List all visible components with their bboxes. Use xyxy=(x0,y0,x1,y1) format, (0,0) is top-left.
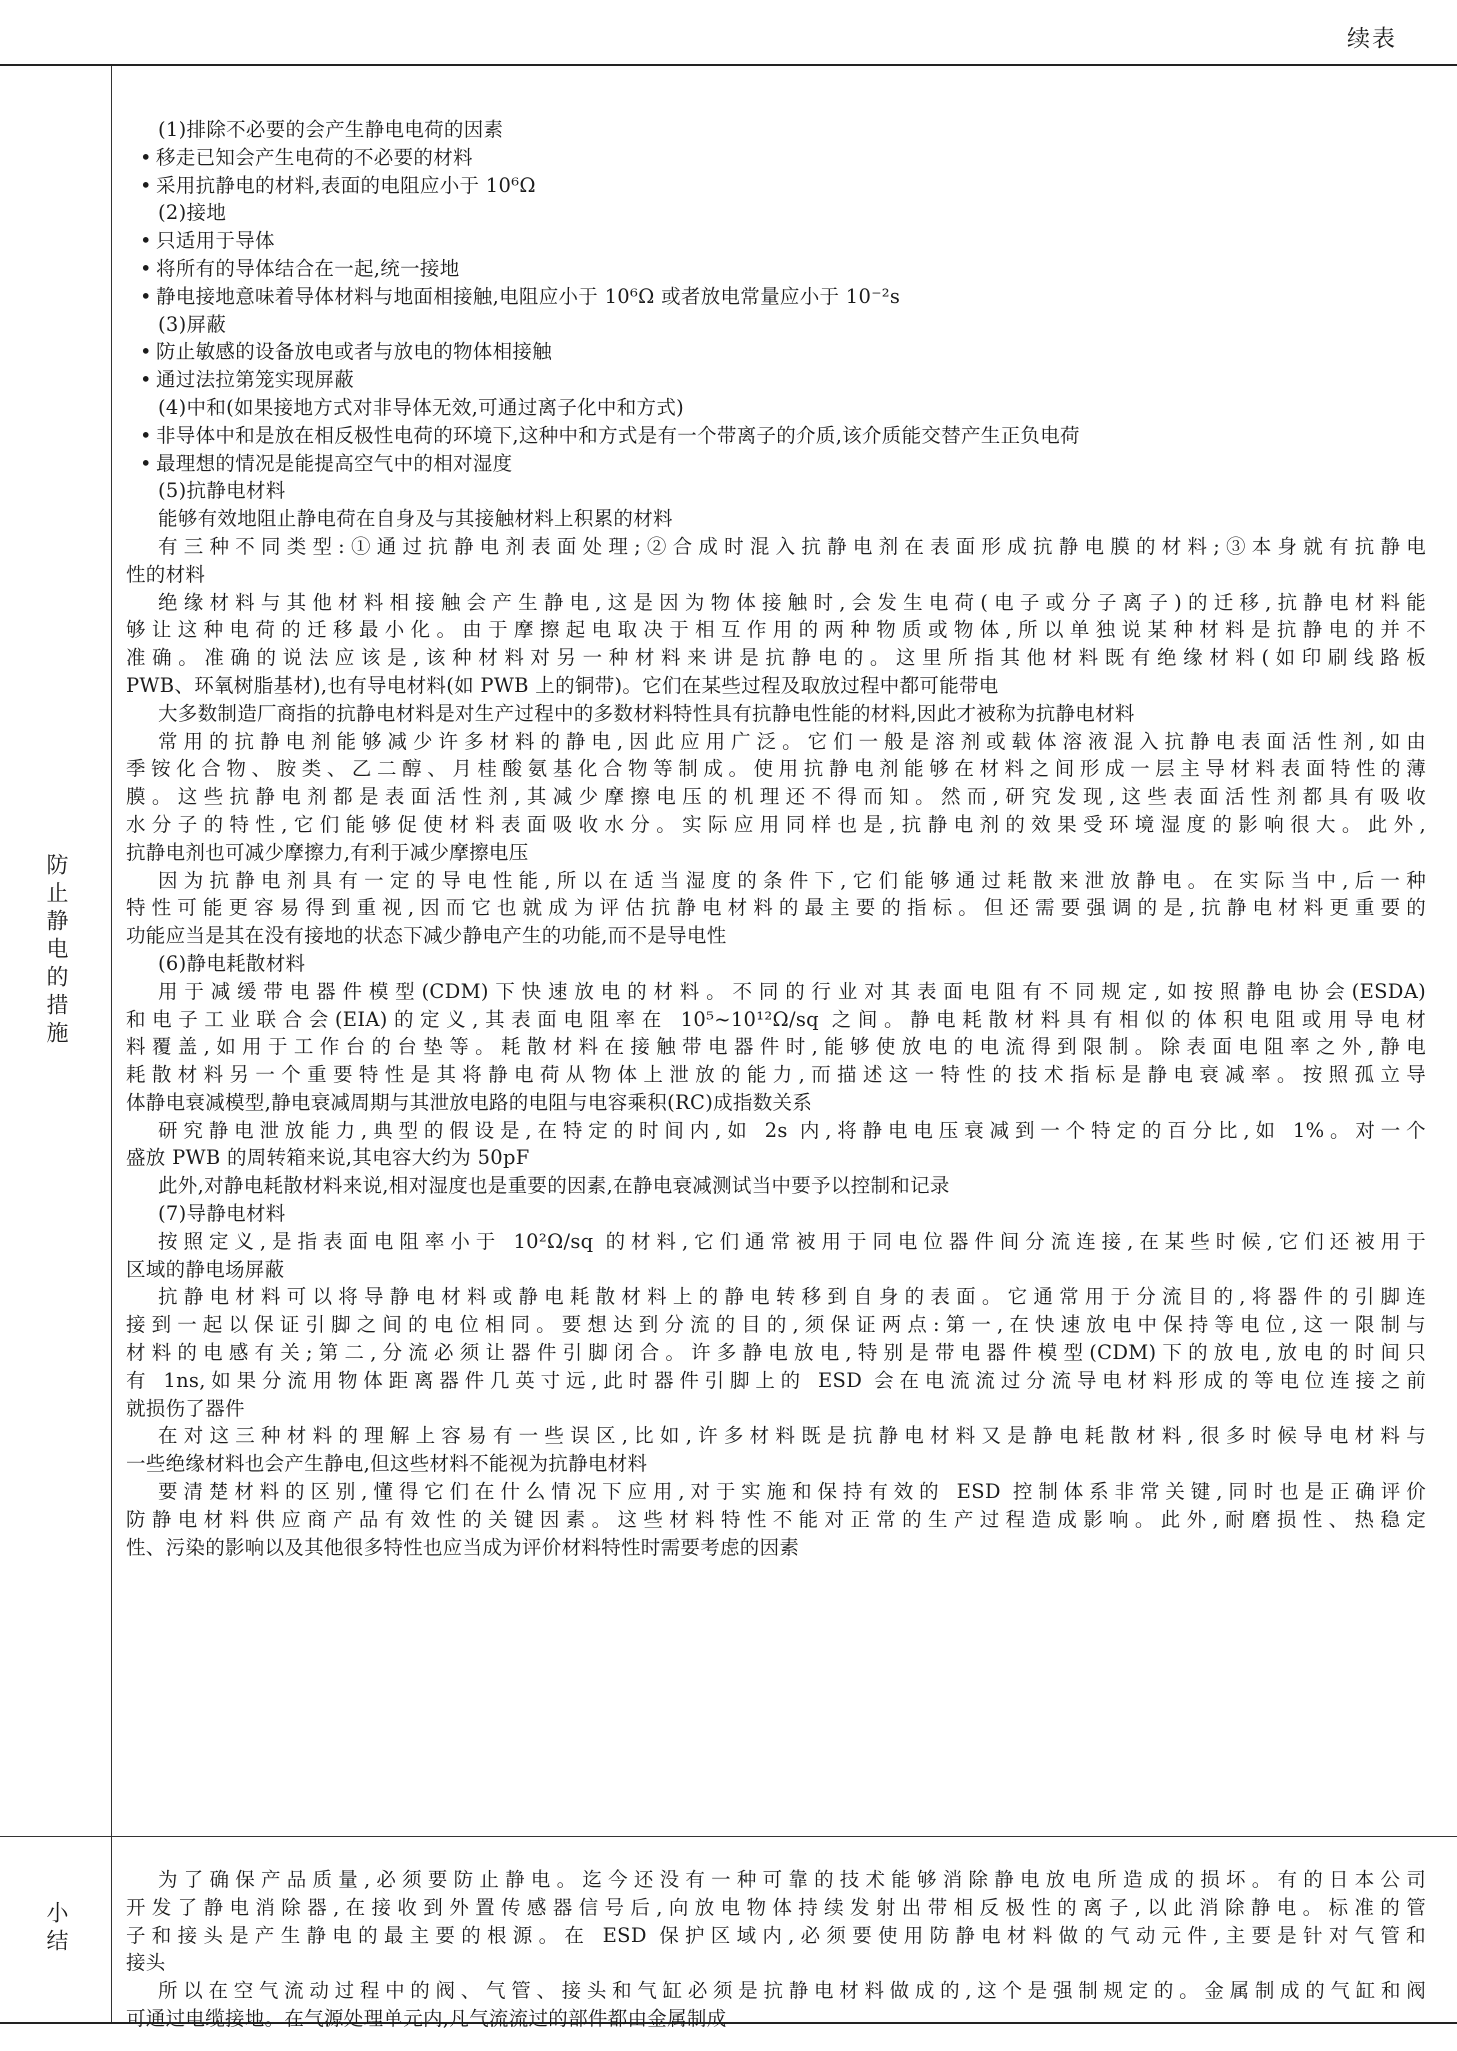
text-line: 功能应当是其在没有接地的状态下减少静电产生的功能,而不是导电性 xyxy=(126,924,727,948)
text-line: 准确。准确的说法应该是,该种材料对另一种材料来讲是抗静电的。这里所指其他材料既有绝缘材料(如印刷线路板 xyxy=(126,646,1426,670)
text-line: 有 1ns,如果分流用物体距离器件几英寸远,此时器件引脚上的 ESD 会在电流流过分流导电材料形成的等电位连接之前 xyxy=(126,1368,1426,1392)
text-line: 按照定义,是指表面电阻率小于 10²Ω/sq 的材料,它们通常被用于同电位器件间分流连接,在某些时候,它们还被用于 xyxy=(158,1229,1426,1253)
text-line: 可通过电缆接地。在气源处理单元内,凡气流流过的部件都由金属制成 xyxy=(126,2006,727,2030)
text-line: PWB、环氧树脂基材),也有导电材料(如 PWB 上的铜带)。它们在某些过程及取放过程中都可能带电 xyxy=(126,673,999,697)
row-label-measures: 防止静电的措施 xyxy=(43,853,68,1049)
text-line: (7)导静电材料 xyxy=(158,1202,286,1226)
text-line: (5)抗静电材料 xyxy=(158,479,286,503)
text-line: 够让这种电荷的迁移最小化。由于摩擦起电取决于相互作用的两种物质或物体,所以单独说某种材料是抗静电的并不 xyxy=(126,618,1426,642)
text-line: (4)中和(如果接地方式对非导体无效,可通过离子化中和方式) xyxy=(158,395,685,419)
bullet-item: • 最理想的情况是能提高空气中的相对湿度 xyxy=(126,450,1426,478)
text-line: 接头 xyxy=(126,1951,166,1975)
text-line: 就损伤了器件 xyxy=(126,1396,245,1420)
text-line: 抗静电剂也可减少摩擦力,有利于减少摩擦电压 xyxy=(126,840,529,864)
text-line: 抗静电材料可以将导静电材料或静电耗散材料上的静电转移到自身的表面。它通常用于分流目的,将器件的引脚连 xyxy=(158,1285,1426,1309)
text-line: 此外,对静电耗散材料来说,相对湿度也是重要的因素,在静电衰减测试当中要予以控制和记录 xyxy=(158,1174,950,1198)
column-divider xyxy=(111,66,112,2022)
text-line: 防静电材料供应商产品有效性的关键因素。这些材料特性不能对正常的生产过程造成影响。此外,耐磨损性、热稳定 xyxy=(126,1507,1426,1531)
bullet-item: • 通过法拉第笼实现屏蔽 xyxy=(126,366,1426,394)
summary-cell xyxy=(126,1866,1426,2033)
text-line: 特性可能更容易得到重视,因而它也就成为评估抗静电材料的最主要的指标。但还需要强调的是,抗静电材料更重要的 xyxy=(126,896,1426,920)
content-table xyxy=(0,64,1457,2030)
text-line: 材料的电感有关;第二,分流必须让器件引脚闭合。许多静电放电,特别是带电器件模型(CDM)下的放电,放电的时间只 xyxy=(126,1341,1426,1365)
text-line: 在对这三种材料的理解上容易有一些误区,比如,许多材料既是抗静电材料又是静电耗散材料,很多时候导电材料与 xyxy=(158,1424,1426,1448)
row-divider xyxy=(0,1836,1457,1837)
row-label-summary: 小结 xyxy=(43,1901,68,1957)
text-line: (1)排除不必要的会产生静电电荷的因素 xyxy=(158,118,504,141)
text-line: 一些绝缘材料也会产生静电,但这些材料不能视为抗静电材料 xyxy=(126,1452,648,1476)
text-line: (3)屏蔽 xyxy=(158,312,227,336)
text-line: 水分子的特性,它们能够促使材料表面吸收水分。实际应用同样也是,抗静电剂的效果受环境湿度的影响很大。此外, xyxy=(126,812,1426,836)
text-line: 体静电衰减模型,静电衰减周期与其泄放电路的电阻与电容乘积(RC)成指数关系 xyxy=(126,1090,813,1114)
text-line: 和电子工业联合会(EIA)的定义,其表面电阻率在 10⁵~10¹²Ω/sq 之间。静电耗散材料具有相似的体积电阻或用导电材 xyxy=(126,1007,1426,1031)
bullet-item: • 采用抗静电的材料,表面的电阻应小于 10⁶Ω xyxy=(126,172,1426,200)
bullet-item: • 静电接地意味着导体材料与地面相接触,电阻应小于 10⁶Ω 或者放电常量应小于 10⁻²s xyxy=(126,283,1426,311)
text-line: 开发了静电消除器,在接收到外置传感器信号后,向放电物体持续发射出带相反极性的离子,以此消除静电。标准的管 xyxy=(126,1895,1426,1919)
text-line: 料覆盖,如用于工作台的台垫等。耗散材料在接触带电器件时,能够使放电的电流得到限制。除表面电阻率之外,静电 xyxy=(126,1035,1426,1059)
continued-label: 续表 xyxy=(1347,26,1397,52)
bullet-item: • 非导体中和是放在相反极性电荷的环境下,这种中和方式是有一个带离子的介质,该介质能交替产生正负电荷 xyxy=(126,422,1426,450)
text-line: 性的材料 xyxy=(126,562,206,586)
bullet-item: • 防止敏感的设备放电或者与放电的物体相接触 xyxy=(126,338,1426,366)
text-line: 耗散材料另一个重要特性是其将静电荷从物体上泄放的能力,而描述这一特性的技术指标是静电衰减率。按照孤立导 xyxy=(126,1063,1426,1087)
text-line: 有三种不同类型:①通过抗静电剂表面处理;②合成时混入抗静电剂在表面形成抗静电膜的材料;③本身就有抗静电 xyxy=(158,534,1426,558)
text-line: (2)接地 xyxy=(158,201,227,225)
text-line: 研究静电泄放能力,典型的假设是,在特定的时间内,如 2s 内,将静电电压衰减到一个特定的百分比,如 1%。对一个 xyxy=(158,1118,1426,1142)
measures-cell xyxy=(126,116,1426,1561)
text-line: 盛放 PWB 的周转箱来说,其电容大约为 50pF xyxy=(126,1146,530,1170)
text-line: (6)静电耗散材料 xyxy=(158,951,306,975)
text-line: 季铵化合物、胺类、乙二醇、月桂酸氨基化合物等制成。使用抗静电剂能够在材料之间形成一层主导材料表面特性的薄 xyxy=(126,757,1426,781)
text-line: 绝缘材料与其他材料相接触会产生静电,这是因为物体接触时,会发生电荷(电子或分子离子)的迁移,抗静电材料能 xyxy=(158,590,1426,614)
text-line: 子和接头是产生静电的最主要的根源。在 ESD 保护区域内,必须要使用防静电材料做的气动元件,主要是针对气管和 xyxy=(126,1923,1426,1947)
text-line: 因为抗静电剂具有一定的导电性能,所以在适当湿度的条件下,它们能够通过耗散来泄放静电。在实际当中,后一种 xyxy=(158,868,1426,892)
text-line: 接到一起以保证引脚之间的电位相同。要想达到分流的目的,须保证两点:第一,在快速放电中保持等电位,这一限制与 xyxy=(126,1313,1426,1337)
text-line: 用于减缓带电器件模型(CDM)下快速放电的材料。不同的行业对其表面电阻有不同规定,如按照静电协会(ESDA) xyxy=(158,979,1426,1003)
text-line: 大多数制造厂商指的抗静电材料是对生产过程中的多数材料特性具有抗静电性能的材料,因此才被称为抗静电材料 xyxy=(158,701,1135,725)
bullet-item: • 移走已知会产生电荷的不必要的材料 xyxy=(126,144,1426,172)
text-line: 要清楚材料的区别,懂得它们在什么情况下应用,对于实施和保持有效的 ESD 控制体系非常关键,同时也是正确评价 xyxy=(158,1480,1426,1504)
text-line: 区域的静电场屏蔽 xyxy=(126,1257,285,1281)
bullet-item: • 只适用于导体 xyxy=(126,227,1426,255)
text-line: 性、污染的影响以及其他很多特性也应当成为评价材料特性时需要考虑的因素 xyxy=(126,1535,800,1559)
text-line: 所以在空气流动过程中的阀、气管、接头和气缸必须是抗静电材料做成的,这个是强制规定的。金属制成的气缸和阀 xyxy=(158,1979,1426,2003)
text-line: 为了确保产品质量,必须要防止静电。迄今还没有一种可靠的技术能够消除静电放电所造成的损坏。有的日本公司 xyxy=(158,1868,1426,1891)
text-line: 膜。这些抗静电剂都是表面活性剂,其减少摩擦电压的机理还不得而知。然而,研究发现,这些表面活性剂都具有吸收 xyxy=(126,785,1426,809)
bullet-item: • 将所有的导体结合在一起,统一接地 xyxy=(126,255,1426,283)
text-line: 常用的抗静电剂能够减少许多材料的静电,因此应用广泛。它们一般是溶剂或载体溶液混入抗静电表面活性剂,如由 xyxy=(158,729,1426,753)
text-line: 能够有效地阻止静电荷在自身及与其接触材料上积累的材料 xyxy=(158,507,673,531)
